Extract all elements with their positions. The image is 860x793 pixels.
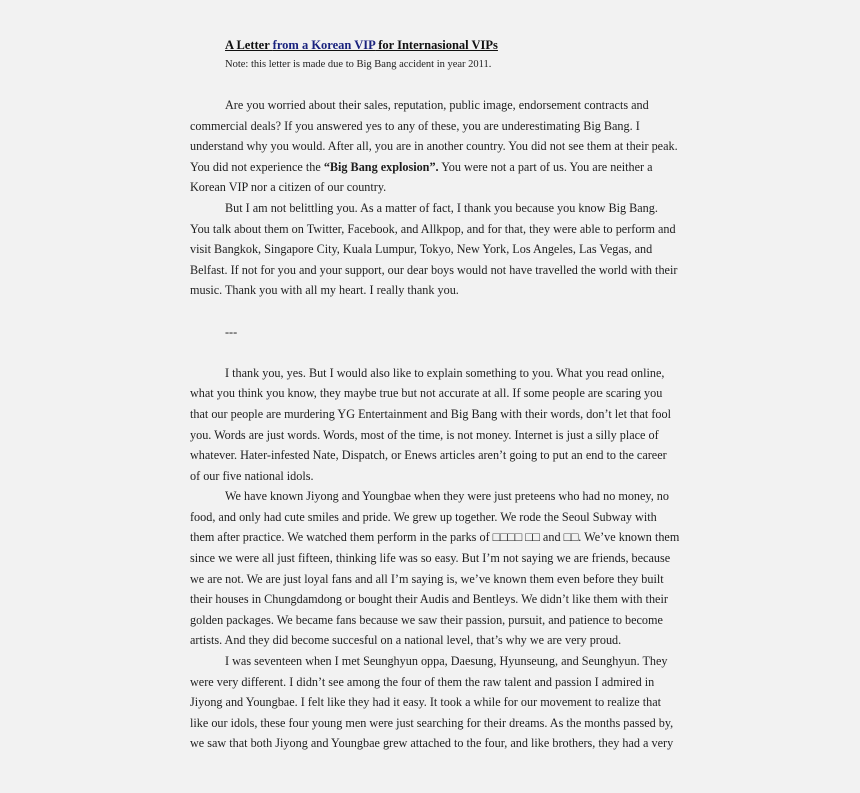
paragraph-line: Are you worried about their sales, reputation, public image, endorsement contracts and [225,98,649,112]
spacer [190,301,672,322]
paragraph-line: I was seventeen when I met Seunghyun oppa, Daesung, Hyunseung, and Seunghyun. They [225,654,668,669]
paragraph-line: visit Bangkok, Singapore City, Kuala Lumpur, Tokyo, New York, Los Angeles, Las Vegas, and [190,242,653,257]
paragraph-line: artists. And they did become succesful on a national level, that’s why we are very proud. [190,633,622,648]
paragraph-line: that our people are murdering YG Entertainment and Big Bang with their words, don’t let that fool [190,406,671,421]
title-part-3: for Internasional VIPs [375,38,498,52]
letter-header [225,36,498,74]
paragraph-line: we saw that both Jiyong and Youngbae grew attached to the four, and like brothers, they had a very [190,736,674,751]
paragraph-line: commercial deals? If you answered yes to any of these, you are underestimating Big Bang. I [190,118,640,133]
paragraph-line: them after practice. We watched them perform in the parks of □□□□ □□ and □□. We’ve known them [190,530,680,545]
paragraph-line: since we were all just fifteen, thinking life was so easy. But I’m not saying we are friends, because [190,551,671,566]
line-text: You were not a part of us. You are neither a [438,159,653,174]
paragraph-line: But I am not belittling you. As a matter of fact, I thank you because you know Big Bang. [225,200,658,215]
paragraph-line: you. Words are just words. Words, most of the time, is not money. Internet is just a silly place of [190,427,659,442]
paragraph-line: golden packages. We became fans because we saw their passion, pursuit, and patience to become [190,612,663,627]
paragraph-line: like our idols, these four young men were just searching for their dreams. As the months passed by, [190,715,674,730]
paragraph-line: music. Thank you with all my heart. I really thank you. [190,283,459,298]
letter-note: Note: this letter is made due to Big Bang accident in year 2011. [225,59,492,70]
paragraph-line: I thank you, yes. But I would also like to explain something to you. What you read online, [225,365,665,380]
paragraph-line: We have known Jiyong and Youngbae when they were just preteens who had no money, no [225,489,669,504]
paragraph-line: understand why you would. After all, you are in another country. You did not see them at their peak. [190,139,678,154]
paragraph-line: their houses in Chungdamdong or bought their Audis and Bentleys. We didn’t like them with their [190,592,668,607]
line-text: You did not experience the [190,159,324,174]
paragraph-line: Jiyong and Youngbae. I felt like they had it easy. It took a while for our movement to realize that [190,695,662,710]
paragraph-line: were very different. I didn’t see among the four of them the raw talent and passion I admired in [190,674,655,689]
letter-title [225,36,498,54]
letter-body [190,95,680,754]
paragraph-line: Korean VIP nor a citizen of our country. [190,180,387,195]
paragraph-line: of our five national idols. [190,468,314,483]
paragraph-line: food, and only had cute smiles and pride. We grew up together. We rode the Seoul Subway with [190,509,657,524]
paragraph-line: You talk about them on Twitter, Facebook, and Allkpop, and for that, they were able to perform and [190,221,676,236]
bold-phrase: “Big Bang explosion”. [323,159,439,174]
title-part-1: A Letter [225,38,273,52]
paragraph-line: what you think you know, they maybe true but not accurate at all. If some people are scaring you [190,386,663,401]
section-separator: --- [225,324,238,339]
paragraph-line: whatever. Hater-infested Nate, Dispatch, or Enews articles aren’t going to put an end to the career [190,448,667,463]
paragraph-line: Belfast. If not for you and your support, our dear boys would not have travelled the world with their [190,262,678,277]
spacer [190,342,672,363]
paragraph-line [190,157,672,178]
title-part-2: from a Korean VIP [272,38,376,52]
paragraph-line: we are not. We are just loyal fans and all I’m saying is, we’ve known them even before they built [190,571,664,586]
